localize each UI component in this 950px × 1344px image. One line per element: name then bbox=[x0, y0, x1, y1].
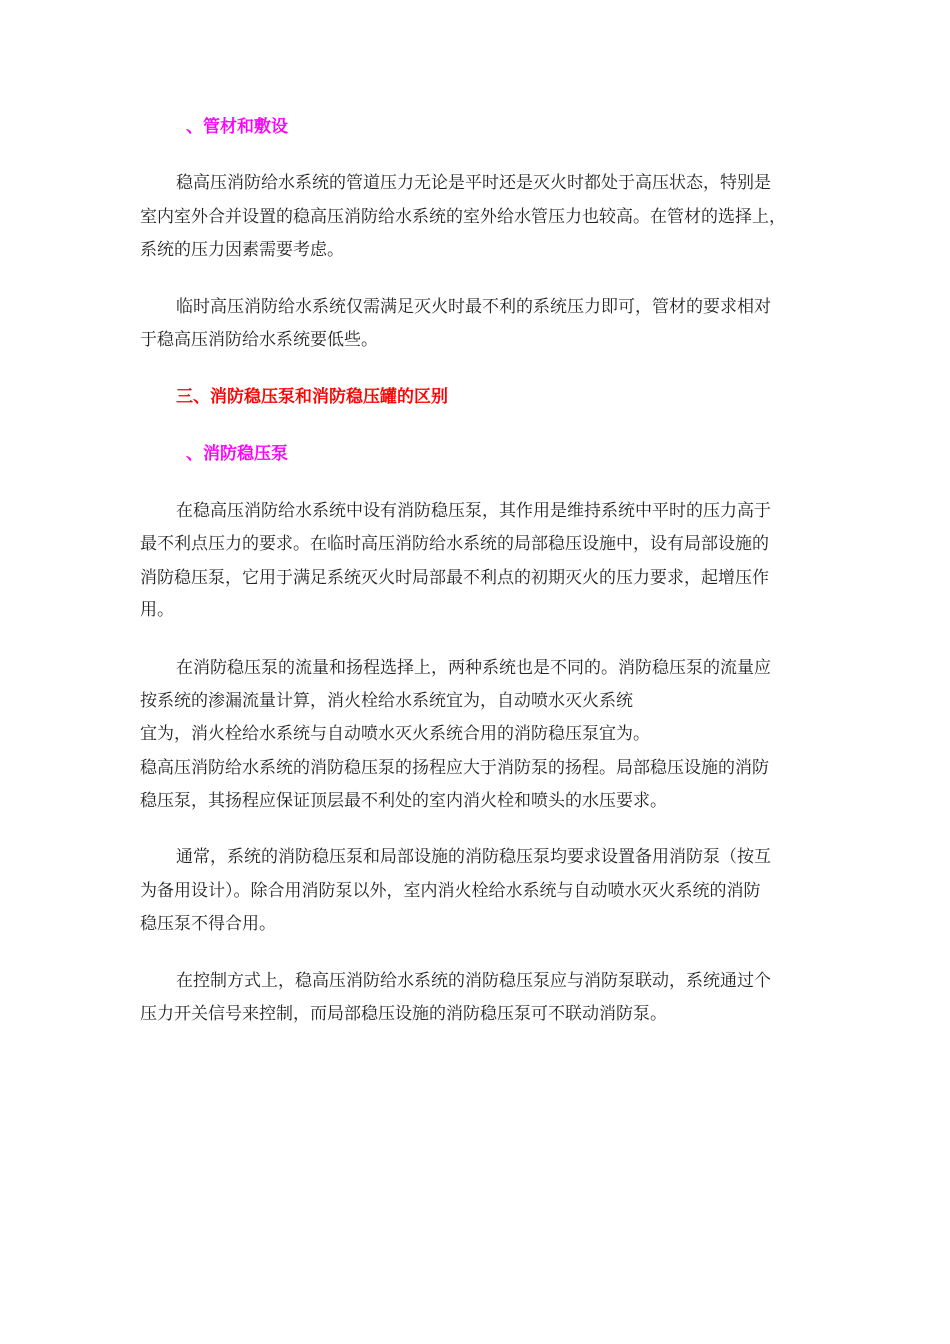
paragraph-line: 临时高压消防给水系统仅需满足灭火时最不利的系统压力即可，管材的要求相对 bbox=[176, 297, 771, 317]
paragraph-line: 稳压泵不得合用。 bbox=[140, 914, 276, 934]
paragraph-line: 为备用设计）。除合用消防泵以外，室内消火栓给水系统与自动喷水灭火系统的消防 bbox=[140, 881, 761, 901]
paragraph-line: 宜为，消火栓给水系统与自动喷水灭火系统合用的消防稳压泵宜为。 bbox=[140, 724, 650, 744]
paragraph-line: 在消防稳压泵的流量和扬程选择上，两种系统也是不同的。消防稳压泵的流量应 bbox=[176, 658, 771, 678]
paragraph-line: 稳高压消防给水系统的管道压力无论是平时还是灭火时都处于高压状态，特别是 bbox=[176, 173, 771, 193]
paragraph-line: 系统的压力因素需要考虑。 bbox=[140, 240, 344, 260]
heading-stabilizer-pump: 、消防稳压泵 bbox=[186, 444, 288, 464]
paragraph-line: 按系统的渗漏流量计算，消火栓给水系统宜为，自动喷水灭火系统 bbox=[140, 691, 633, 711]
heading-section-three: 三、消防稳压泵和消防稳压罐的区别 bbox=[176, 387, 448, 407]
paragraph-line: 压力开关信号来控制，而局部稳压设施的消防稳压泵可不联动消防泵。 bbox=[140, 1004, 667, 1024]
paragraph-line: 通常，系统的消防稳压泵和局部设施的消防稳压泵均要求设置备用消防泵（按互 bbox=[176, 847, 771, 867]
paragraph-line: 最不利点压力的要求。在临时高压消防给水系统的局部稳压设施中，设有局部设施的 bbox=[140, 534, 769, 554]
paragraph-line: 稳高压消防给水系统的消防稳压泵的扬程应大于消防泵的扬程。局部稳压设施的消防 bbox=[140, 758, 769, 778]
paragraph-line: 在稳高压消防给水系统中设有消防稳压泵，其作用是维持系统中平时的压力高于 bbox=[176, 501, 771, 521]
heading-pipe-material: 、管材和敷设 bbox=[186, 117, 288, 137]
paragraph-line: 稳压泵，其扬程应保证顶层最不利处的室内消火栓和喷头的水压要求。 bbox=[140, 791, 667, 811]
paragraph-line: 在控制方式上，稳高压消防给水系统的消防稳压泵应与消防泵联动，系统通过个 bbox=[176, 971, 771, 991]
paragraph-line: 于稳高压消防给水系统要低些。 bbox=[140, 330, 378, 350]
paragraph-line: 室内室外合并设置的稳高压消防给水系统的室外给水管压力也较高。在管材的选择上， bbox=[140, 207, 786, 227]
paragraph-line: 用。 bbox=[140, 600, 174, 620]
paragraph-line: 消防稳压泵，它用于满足系统灭火时局部最不利点的初期灭火的压力要求，起增压作 bbox=[140, 568, 769, 588]
